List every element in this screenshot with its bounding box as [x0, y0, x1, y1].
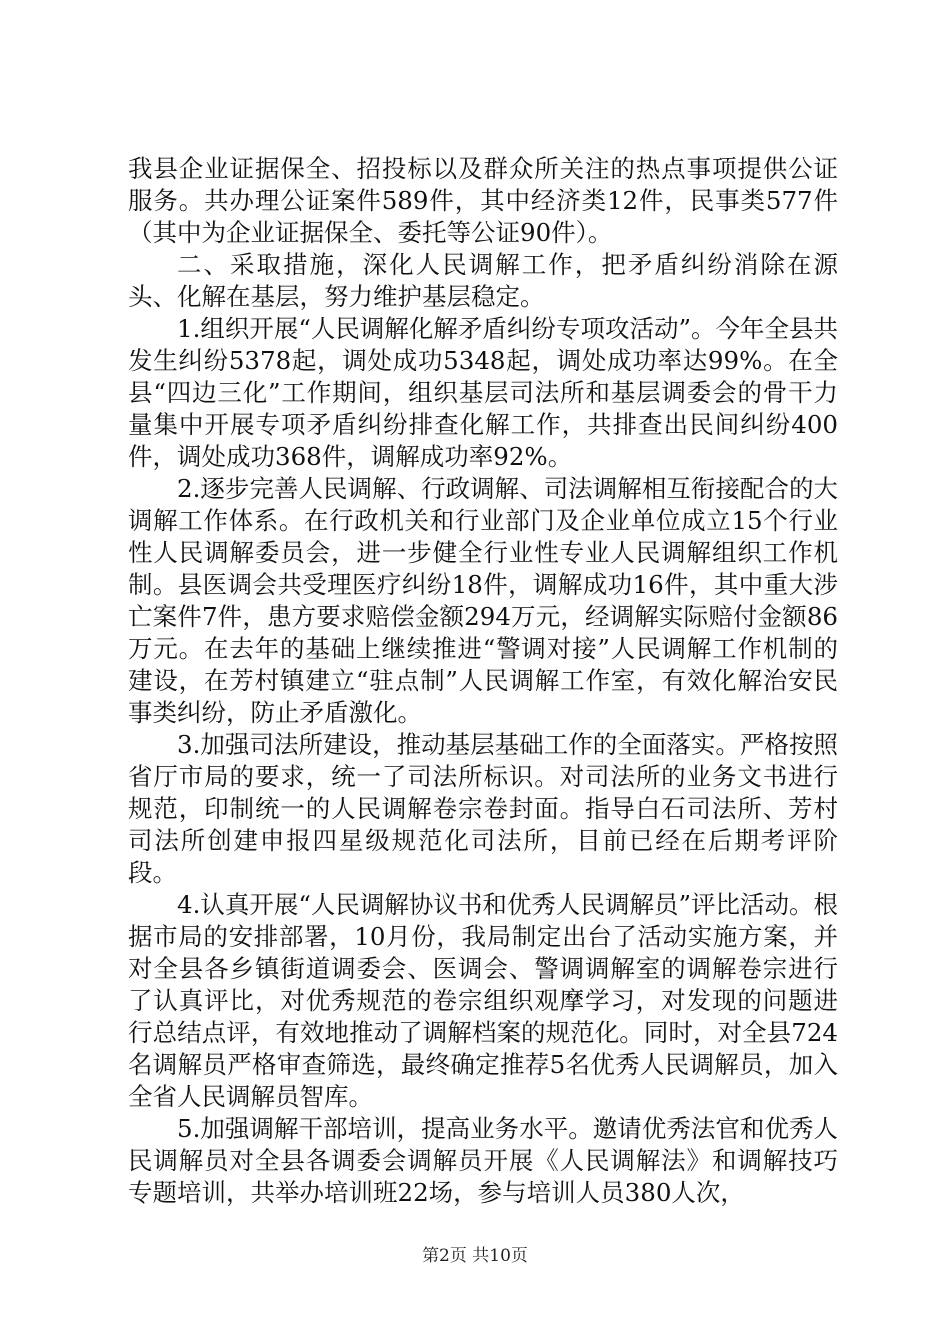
document-body	[128, 153, 838, 1209]
paragraph-section-two-heading: 二、采取措施，深化人民调解工作，把矛盾纠纷消除在源头、化解在基层，努力维护基层稳定。	[128, 250, 838, 311]
paragraph-item-2: 2.逐步完善人民调解、行政调解、司法调解相互衔接配合的大调解工作体系。在行政机关和行业部门及企业单位成立15个行业性人民调解委员会，进一步健全行业性专业人民调解组织工作机制。县医调会共受理医疗纠纷18件，调解成功16件，其中重大涉亡案件7件，患方要求赔偿金额294万元，经调解实际赔付金额86万元。在去年的基础上继续推进“警调对接”人民调解工作机制的建设，在芳村镇建立“驻点制”人民调解工作室，有效化解治安民事类纠纷，防止矛盾激化。	[128, 474, 838, 727]
paragraph-item-4: 4.认真开展“人民调解协议书和优秀人民调解员”评比活动。根据市局的安排部署，10月份，我局制定出台了活动实施方案，并对全县各乡镇街道调委会、医调会、警调调解室的调解卷宗进行了认真评比，对优秀规范的卷宗组织观摩学习，对发现的问题进行总结点评，有效地推动了调解档案的规范化。同时，对全县724名调解员严格审查筛选，最终确定推荐5名优秀人民调解员，加入全省人民调解员智库。	[128, 890, 838, 1111]
paragraph-item-3: 3.加强司法所建设，推动基层基础工作的全面落实。严格按照省厅市局的要求，统一了司法所标识。对司法所的业务文书进行规范，印制统一的人民调解卷宗卷封面。指导白石司法所、芳村司法所创建申报四星级规范化司法所，目前已经在后期考评阶段。	[128, 730, 838, 887]
paragraph-item-1: 1.组织开展“人民调解化解矛盾纠纷专项攻活动”。今年全县共发生纠纷5378起，调处成功5348起，调处成功率达99%。在全县“四边三化”工作期间，组织基层司法所和基层调委会的骨干力量集中开展专项矛盾纠纷排查化解工作，共排查出民间纠纷400件，调处成功368件，调解成功率92%。	[128, 314, 838, 471]
page-number-footer: 第2页 共10页	[422, 1246, 528, 1266]
paragraph-continuation: 我县企业证据保全、招投标以及群众所关注的热点事项提供公证服务。共办理公证案件589件，其中经济类12件，民事类577件（其中为企业证据保全、委托等公证90件）。	[128, 154, 838, 247]
paragraph-item-5: 5.加强调解干部培训，提高业务水平。邀请优秀法官和优秀人民调解员对全县各调委会调解员开展《人民调解法》和调解技巧专题培训，共举办培训班22场，参与培训人员380人次，	[128, 1114, 838, 1207]
